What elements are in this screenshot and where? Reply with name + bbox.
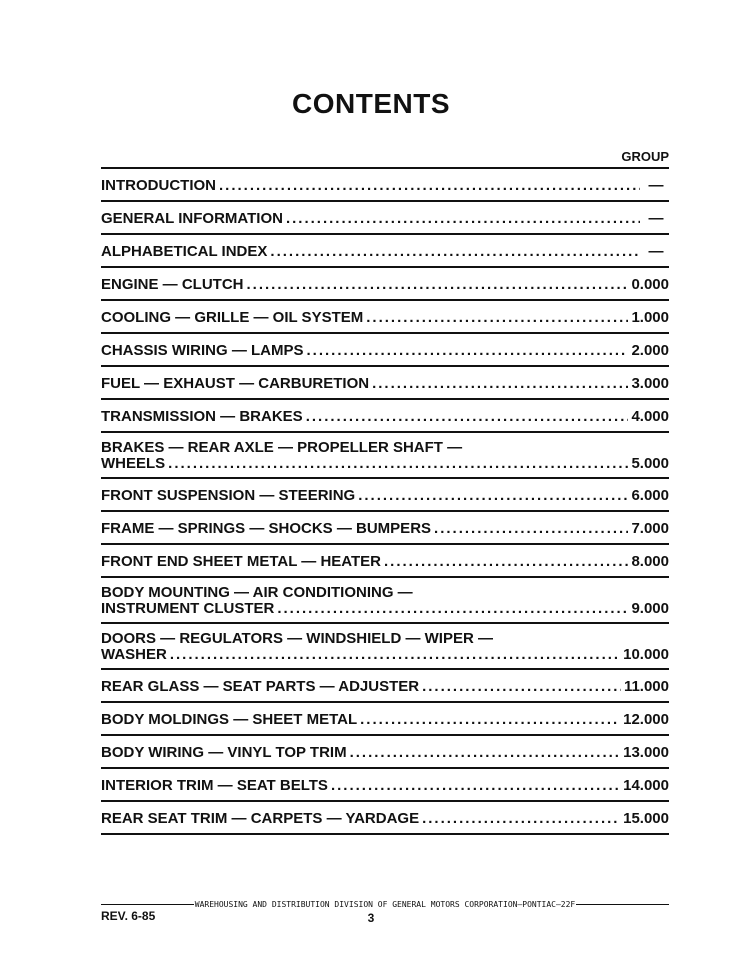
toc-entry-label-line1: BODY MOUNTING — AIR CONDITIONING — (101, 584, 413, 601)
revision-label: REV. 6-85 (101, 909, 156, 923)
toc-entry (101, 268, 669, 301)
dot-leader (358, 488, 628, 504)
toc-entry (101, 301, 669, 334)
toc-entry (101, 545, 669, 578)
toc-entry (101, 169, 669, 202)
dot-leader (422, 679, 621, 695)
dot-leader (366, 310, 628, 326)
toc-entry-label: ALPHABETICAL INDEX (101, 243, 268, 260)
toc-entry-label: FUEL — EXHAUST — CARBURETION (101, 375, 370, 392)
toc-entry-group-number: 2.000 (631, 342, 669, 359)
toc-entry (101, 512, 669, 545)
toc-entry-label: REAR GLASS — SEAT PARTS — ADJUSTER (101, 678, 420, 695)
toc-entry-group-number: 7.000 (631, 520, 669, 537)
toc-entry (101, 703, 669, 736)
dot-leader (286, 211, 640, 227)
toc-entry (101, 769, 669, 802)
toc-entry-label: GENERAL INFORMATION (101, 210, 283, 227)
toc-entry-label: INTRODUCTION (101, 177, 216, 194)
toc-entry-label: FRAME — SPRINGS — SHOCKS — BUMPERS (101, 520, 432, 537)
toc-entry-label-line1: BRAKES — REAR AXLE — PROPELLER SHAFT — (101, 439, 463, 456)
toc-entry-group-number: 0.000 (631, 276, 669, 293)
page-title: CONTENTS (292, 88, 450, 119)
toc-entry (101, 202, 669, 235)
toc-entry-group-number: 9.000 (631, 600, 669, 617)
toc-entry-label: REAR SEAT TRIM — CARPETS — YARDAGE (101, 810, 420, 827)
footer-division-text: WAREHOUSING AND DISTRIBUTION DIVISION OF GENERAL MOTORS CORPORATION—PONTIAC—22F (194, 900, 576, 909)
toc-entry-group-number: 12.000 (623, 711, 669, 728)
toc-entry-label: WHEELS (101, 455, 166, 472)
toc-entry (101, 433, 669, 479)
dot-leader (219, 178, 640, 194)
toc-entry-label: ENGINE — CLUTCH (101, 276, 244, 293)
toc-entry (101, 802, 669, 835)
toc-entry-label: INSTRUMENT CLUSTER (101, 600, 275, 617)
dot-leader (422, 811, 620, 827)
toc-entry (101, 235, 669, 268)
toc-entry (101, 578, 669, 624)
toc-entry-label: FRONT SUSPENSION — STEERING (101, 487, 356, 504)
toc-entry-group-number: 13.000 (623, 744, 669, 761)
dot-leader (277, 601, 628, 617)
group-column-header: GROUP (621, 149, 669, 164)
toc-entry-group-number: 15.000 (623, 810, 669, 827)
toc-entry-group-number: 10.000 (623, 646, 669, 663)
toc-entry-group-number: 6.000 (631, 487, 669, 504)
dot-leader (307, 343, 629, 359)
toc-entry-label: FRONT END SHEET METAL — HEATER (101, 553, 382, 570)
dot-leader (434, 521, 628, 537)
toc-entry-label: COOLING — GRILLE — OIL SYSTEM (101, 309, 364, 326)
footer-rule-left (101, 904, 194, 905)
toc-entry (101, 670, 669, 703)
toc-entry-group-number: 1.000 (631, 309, 669, 326)
toc-entry-group-number: 5.000 (631, 455, 669, 472)
dot-leader (170, 647, 620, 663)
toc-entry-label: INTERIOR TRIM — SEAT BELTS (101, 777, 328, 794)
toc-entry-label: TRANSMISSION — BRAKES (101, 408, 303, 425)
footer-division-line (101, 900, 669, 909)
toc-entry-group-number: 8.000 (631, 553, 669, 570)
toc-entry-label-line1: DOORS — REGULATORS — WINDSHIELD — WIPER — (101, 630, 493, 647)
toc-entry-label: BODY WIRING — VINYL TOP TRIM (101, 744, 347, 761)
toc-entry-label: WASHER (101, 646, 167, 663)
toc-entry-group-number: — (648, 243, 664, 260)
toc-entry (101, 400, 669, 433)
toc-entry-label: CHASSIS WIRING — LAMPS (101, 342, 304, 359)
toc-entry-group-number: — (648, 210, 664, 227)
dot-leader (384, 554, 628, 570)
toc-entry-group-number: — (648, 177, 664, 194)
toc-entry-group-number: 11.000 (623, 678, 669, 695)
footer-rule-right (576, 904, 669, 905)
toc-entry-group-number: 14.000 (623, 777, 669, 794)
toc-entry-group-number: 4.000 (631, 408, 669, 425)
dot-leader (331, 778, 620, 794)
dot-leader (168, 456, 628, 472)
dot-leader (306, 409, 629, 425)
toc-entry (101, 334, 669, 367)
dot-leader (247, 277, 629, 293)
toc-entry (101, 367, 669, 400)
dot-leader (372, 376, 628, 392)
dot-leader (350, 745, 621, 761)
toc-entry (101, 624, 669, 670)
page-number: 3 (367, 911, 375, 925)
toc-entry-label: BODY MOLDINGS — SHEET METAL (101, 711, 358, 728)
contents-table (101, 167, 669, 835)
dot-leader (360, 712, 620, 728)
dot-leader (270, 244, 640, 260)
toc-entry (101, 736, 669, 769)
toc-entry-group-number: 3.000 (631, 375, 669, 392)
toc-entry (101, 479, 669, 512)
